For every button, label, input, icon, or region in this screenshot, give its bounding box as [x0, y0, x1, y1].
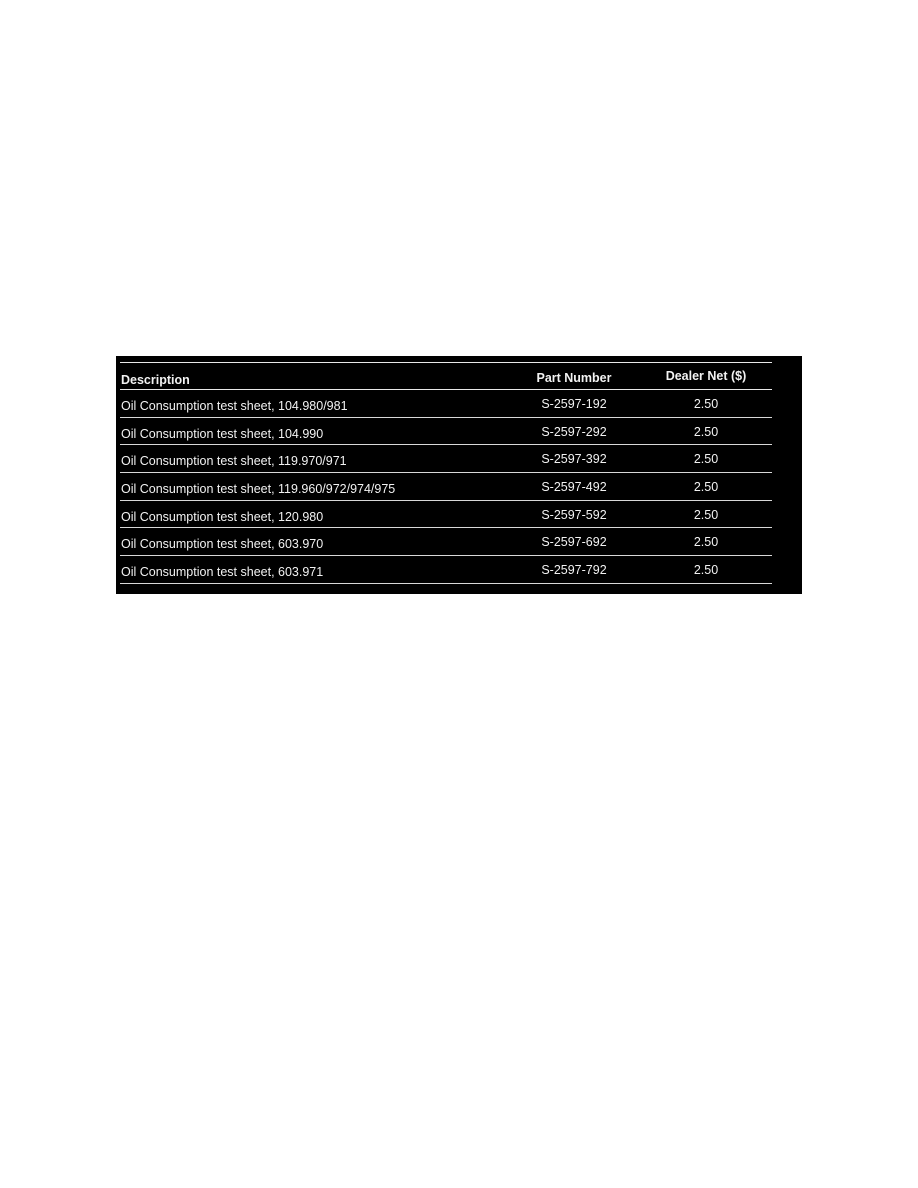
table-row [116, 390, 802, 418]
row-part-number: S-2597-392 [541, 452, 607, 467]
table-body [116, 390, 802, 584]
header-dealer-net: Dealer Net ($) [665, 369, 747, 383]
row-dealer-net: 2.50 [693, 480, 719, 495]
row-part-number: S-2597-592 [541, 507, 607, 522]
table-row [116, 501, 802, 529]
row-description: Oil Consumption test sheet, 104.990 [121, 426, 324, 441]
table-row [116, 528, 802, 556]
header-part-number: Part Number [536, 371, 612, 385]
row-part-number: S-2597-492 [541, 480, 607, 495]
row-description: Oil Consumption test sheet, 603.970 [121, 537, 324, 552]
row-dealer-net: 2.50 [693, 563, 719, 578]
row-dealer-net: 2.50 [693, 507, 719, 522]
row-description: Oil Consumption test sheet, 603.971 [121, 565, 324, 580]
table-row [116, 445, 802, 473]
row-part-number: S-2597-792 [541, 563, 607, 578]
table-row [116, 556, 802, 584]
table-row [116, 418, 802, 446]
row-part-number: S-2597-292 [541, 424, 607, 439]
row-dealer-net: 2.50 [693, 452, 719, 467]
table-row [116, 473, 802, 501]
header-description: Description [121, 373, 190, 387]
row-description: Oil Consumption test sheet, 119.970/971 [121, 454, 347, 469]
row-description: Oil Consumption test sheet, 120.980 [121, 509, 324, 524]
table-header-row [116, 364, 802, 388]
row-rule [120, 583, 772, 584]
parts-table [116, 356, 802, 594]
row-description: Oil Consumption test sheet, 104.980/981 [121, 399, 348, 413]
row-description: Oil Consumption test sheet, 119.960/972/974/975 [121, 482, 396, 497]
table-top-rule [120, 362, 772, 363]
row-part-number: S-2597-692 [541, 535, 607, 550]
row-dealer-net: 2.50 [693, 424, 719, 439]
row-dealer-net: 2.50 [693, 397, 719, 411]
row-part-number: S-2597-192 [541, 397, 607, 411]
row-dealer-net: 2.50 [693, 535, 719, 550]
